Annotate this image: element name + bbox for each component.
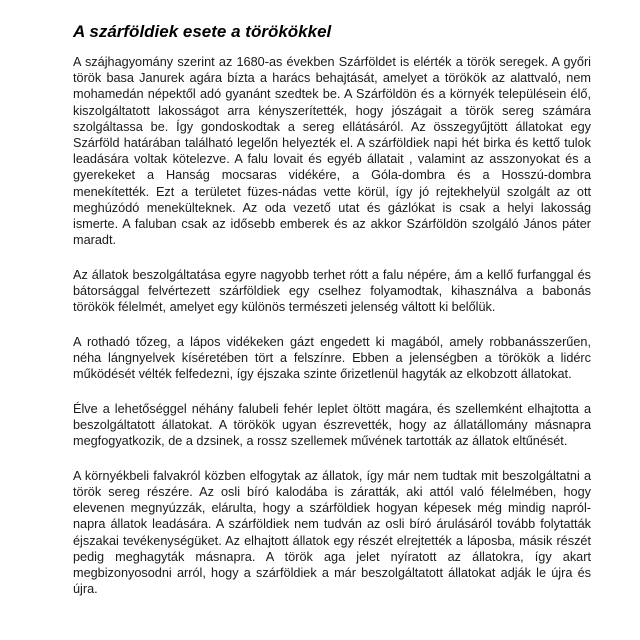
- article-paragraph: Az állatok beszolgáltatása egyre nagyobb terhet rótt a falu népére, ám a kellő furfanggal és bátorsággal felvértezett szárföldiek egy cselhez folyamodtak, kihasználva a babonás törökök félelmét, amelyet egy különös természeti jelenség váltott ki belőlük.: [73, 267, 591, 315]
- article: [73, 21, 591, 597]
- article-paragraph: A szájhagyomány szerint az 1680-as években Szárföldet is elérték a török seregek. A győri török basa Janurek agára bízta a harács behajtását, amelyet a törökök az alattvaló, nem mohamedán népektől adó gyanánt szedtek be. A Szárföldön és a környék településein élő, kiszolgáltatott lakosságot arra kényszerítették, hogy jószágait a török sereg számára szolgáltassa be. Így gondoskodtak a sereg ellátásáról. Az összegyűjtött állatokat egy Szárföld határában található legelőn helyezték el. A szárföldiek napi hét birka és kettő tulok leadására voltak kötelezve. A falu lovait és egyéb állatait , valamint az asszonyokat és a gyerekeket a Hanság mocsaras vidékére, a Góla-dombra és a Hosszú-dombra menekítették. Ezt a területet füzes-nádas vette körül, így jó rejtekhelyül szolgált az ott meghúzódó menekülteknek. Az oda vezető utat és gázlókat is csak a helyi lakosság ismerte. A faluban csak az idősebb emberek és az akkor Szárföldön szolgáló János páter maradt.: [73, 55, 591, 248]
- article-paragraph: A rothadó tőzeg, a lápos vidékeken gázt engedett ki magából, amely robbanásszerűen, néha lángnyelvek kíséretében tört a felszínre. Ebben a jelenségben a törökök a lidérc működését vélték felfedezni, így éjszaka szinte őrizetlenül hagyták az elkobzott állatokat.: [73, 334, 591, 382]
- article-title: A szárföldiek esete a törökökkel: [73, 22, 332, 41]
- article-paragraph: A környékbeli falvakról közben elfogytak az állatok, így már nem tudtak mit beszolgáltatni a török sereg részére. Az osli bíró kalodába is záratták, aki attól való félelmében, hogy elevenen megnyúzzák, elárulta, hogy a szárföldiek hogyan képesek még mindig napról-napra állatok leadására. A szárföldiek nem tudván az osli bíró árulásáról tovább folytatták éjszakai tevékenységüket. Az elhajtott állatok egy részét elrejtették a láposba, másik részét pedig meghagyták másnapra. A török aga jelet nyíratott az állatokra, így akart megbizonyosodni arról, hogy a szárföldiek a már beszolgáltatott állatokat adják le újra és újra.: [73, 468, 591, 597]
- article-paragraph: Élve a lehetőséggel néhány falubeli fehér leplet öltött magára, és szellemként elhajtotta a beszolgáltatott állatokat. A törökök ugyan észrevették, hogy az állatállomány másnapra megfogyatkozik, de a dzsinek, a rossz szellemek művének tartották az állatok eltűnését.: [73, 401, 591, 449]
